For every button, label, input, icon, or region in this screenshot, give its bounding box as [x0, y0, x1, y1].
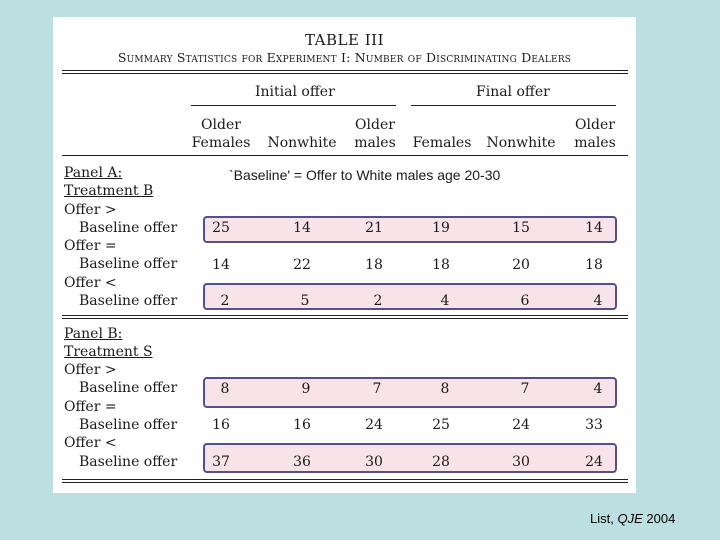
- table-cell: 16: [212, 417, 230, 433]
- panel-a-title-l1: Panel A:: [64, 165, 123, 181]
- col-header-initial-females: Females: [191, 135, 251, 151]
- table-cell: 18: [585, 257, 603, 273]
- table-subtitle: Summary Statistics for Experiment I: Number of Discriminating Dealers: [117, 50, 572, 65]
- panel-rule-1: [62, 315, 628, 316]
- panel-b-row2-label-l1: Offer =: [64, 399, 117, 415]
- panel-b-row1-label-l2: Baseline offer: [79, 380, 178, 396]
- top-rule-1: [62, 70, 628, 71]
- table-cell: 7: [520, 381, 530, 397]
- highlight-panel-b-greater: [203, 377, 617, 408]
- panel-b-row1-label-l1: Offer >: [64, 362, 117, 378]
- col-header-initial-older-l1b: Older: [355, 117, 395, 133]
- table-cell: 4: [593, 293, 603, 309]
- group-initial-offer: Initial offer: [255, 84, 335, 100]
- panel-b-row3-label-l2: Baseline offer: [79, 454, 178, 470]
- table-cell: 4: [593, 381, 603, 397]
- panel-a-row3-label-l1: Offer <: [64, 275, 117, 291]
- top-rule-2: [62, 73, 628, 74]
- panel-a-row2-label-l1: Offer =: [64, 238, 117, 254]
- table-cell: 33: [585, 417, 603, 433]
- bottom-rule-2: [62, 482, 628, 483]
- table-cell: 6: [520, 293, 530, 309]
- bottom-rule-1: [62, 479, 628, 480]
- table-cell: 37: [212, 454, 230, 470]
- table-cell: 28: [432, 454, 450, 470]
- group-final-offer: Final offer: [476, 84, 550, 100]
- col-header-final-females: Females: [412, 135, 472, 151]
- credit-author: List,: [590, 511, 618, 526]
- col-header-final-nonwhite: Nonwhite: [486, 135, 556, 151]
- panel-a-row1-label-l2: Baseline offer: [79, 220, 178, 236]
- panel-b-title-l1: Panel B:: [64, 326, 123, 342]
- panel-b-row3-label-l1: Offer <: [64, 435, 117, 451]
- highlight-panel-a-greater: [203, 216, 617, 243]
- table-cell: 14: [585, 220, 603, 236]
- col-header-initial-older-l1: Older: [201, 117, 241, 133]
- panel-a-row2-label-l2: Baseline offer: [79, 256, 178, 272]
- credit-journal: QJE: [617, 511, 643, 526]
- panel-rule-2: [62, 318, 628, 319]
- table-cell: 25: [432, 417, 450, 433]
- table-cell: 8: [220, 381, 230, 397]
- group-rule-final: [411, 105, 616, 106]
- table-cell: 5: [300, 293, 310, 309]
- baseline-note: `Baseline' = Offer to White males age 20-30: [229, 167, 501, 183]
- table-cell: 16: [293, 417, 311, 433]
- table-title: TABLE III: [305, 31, 384, 49]
- highlight-panel-a-less: [203, 283, 617, 310]
- table-cell: 7: [372, 381, 382, 397]
- table-cell: 19: [432, 220, 450, 236]
- table-cell: 36: [293, 454, 311, 470]
- col-header-final-older-l2: males: [574, 135, 616, 151]
- table-cell: 4: [440, 293, 450, 309]
- table-cell: 2: [220, 293, 230, 309]
- header-rule: [62, 155, 628, 156]
- table-cell: 24: [512, 417, 530, 433]
- panel-a-row3-label-l2: Baseline offer: [79, 293, 178, 309]
- table-cell: 9: [301, 381, 311, 397]
- group-rule-initial: [191, 105, 396, 106]
- table-cell: 18: [432, 257, 450, 273]
- table-sheet: [53, 17, 636, 493]
- table-cell: 20: [512, 257, 530, 273]
- table-cell: 14: [293, 220, 311, 236]
- panel-a-row1-label-l1: Offer >: [64, 202, 117, 218]
- panel-a-title-l2: Treatment B: [64, 183, 154, 199]
- table-cell: 14: [212, 257, 230, 273]
- table-cell: 21: [365, 220, 383, 236]
- source-credit: [590, 511, 675, 526]
- col-header-final-older-l1: Older: [575, 117, 615, 133]
- table-cell: 15: [512, 220, 530, 236]
- panel-b-row2-label-l2: Baseline offer: [79, 417, 178, 433]
- highlight-panel-b-less: [203, 443, 617, 473]
- table-cell: 24: [365, 417, 383, 433]
- table-cell: 18: [365, 257, 383, 273]
- table-cell: 24: [585, 454, 603, 470]
- col-header-initial-older-l2: males: [354, 135, 396, 151]
- credit-year: 2004: [642, 511, 676, 526]
- panel-b-title-l2: Treatment S: [64, 344, 153, 360]
- table-cell: 2: [373, 293, 383, 309]
- col-header-initial-nonwhite: Nonwhite: [267, 135, 337, 151]
- table-cell: 22: [293, 257, 311, 273]
- table-cell: 30: [512, 454, 530, 470]
- table-cell: 30: [365, 454, 383, 470]
- table-cell: 25: [212, 220, 230, 236]
- table-cell: 8: [440, 381, 450, 397]
